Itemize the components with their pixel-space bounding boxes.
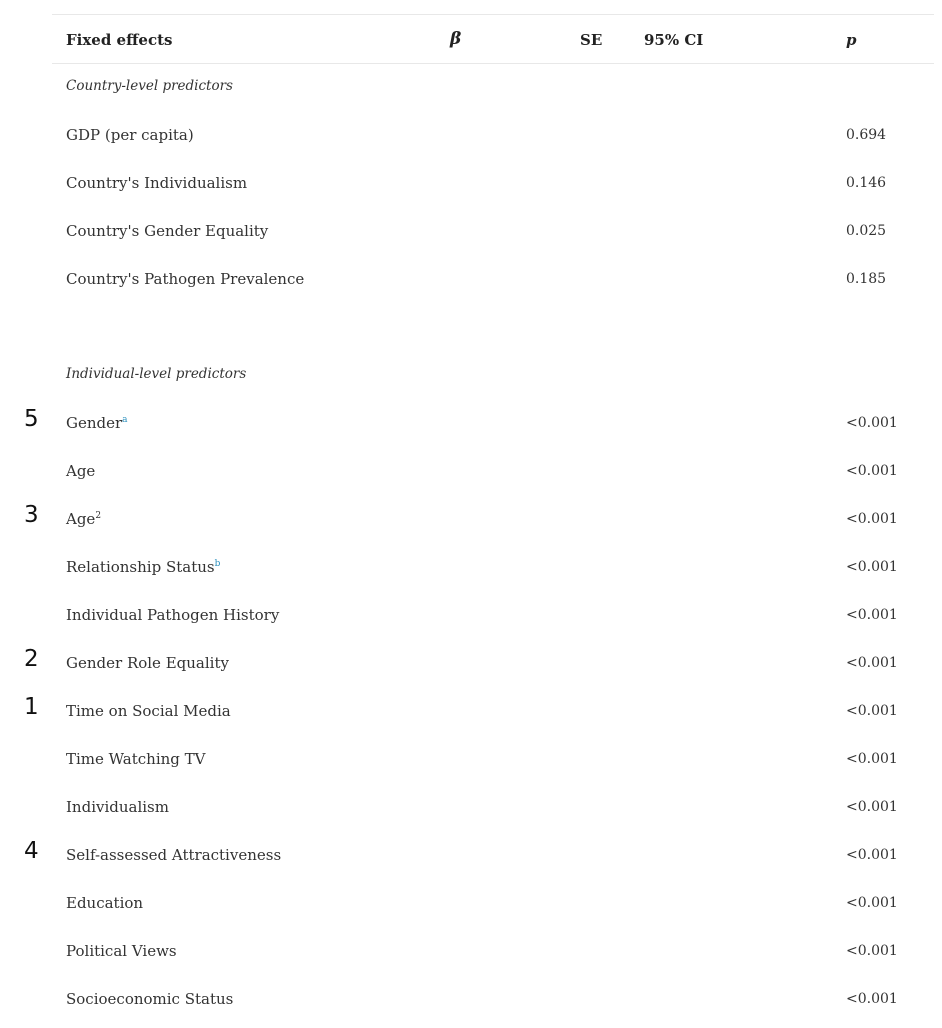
row-label: Gender Role Equality — [66, 654, 229, 672]
row-p-value: <0.001 — [846, 559, 898, 575]
rank-marker: 2 — [24, 646, 39, 672]
row-label: Individual Pathogen History — [66, 606, 280, 624]
section-country — [52, 64, 934, 112]
header-fixed-effects: Fixed effects — [66, 31, 173, 49]
table-row — [52, 160, 934, 208]
header-se: SE — [580, 31, 603, 49]
row-label: Education — [66, 894, 144, 912]
row-p-value: 0.694 — [846, 127, 887, 143]
row-p-value: 0.146 — [846, 175, 887, 191]
row-label: Time on Social Media — [66, 702, 231, 720]
table-row — [52, 592, 934, 640]
row-p-value: <0.001 — [846, 991, 898, 1007]
section-title: Individual-level predictors — [66, 366, 247, 382]
header-ci: 95% CI — [644, 31, 704, 49]
footnote-link-a[interactable]: a — [122, 415, 128, 425]
rank-marker: 4 — [24, 838, 39, 864]
row-p-value: 0.185 — [846, 271, 887, 287]
header-beta: β — [450, 29, 462, 49]
row-p-value: <0.001 — [846, 511, 898, 527]
row-p-value: <0.001 — [846, 415, 898, 431]
row-label: Country's Pathogen Prevalence — [66, 270, 305, 288]
row-p-value: <0.001 — [846, 607, 898, 623]
footnote-link-b[interactable]: b — [214, 559, 221, 569]
row-label-text: Age — [66, 510, 96, 528]
rank-marker: 5 — [24, 406, 39, 432]
table-row — [52, 880, 934, 928]
row-label: Self-assessed Attractiveness — [66, 846, 282, 864]
table-row — [52, 496, 934, 544]
row-p-value: <0.001 — [846, 655, 898, 671]
row-label: Socioeconomic Status — [66, 990, 234, 1008]
rank-marker: 3 — [24, 502, 39, 528]
row-label: Age — [66, 462, 96, 480]
table-row — [52, 736, 934, 784]
row-p-value: <0.001 — [846, 847, 898, 863]
row-label-text: Relationship Status — [66, 558, 215, 576]
row-p-value: <0.001 — [846, 463, 898, 479]
table-row — [52, 112, 934, 160]
spacer-row — [52, 304, 934, 352]
table-row — [52, 928, 934, 976]
row-label — [66, 414, 128, 432]
row-label-text: Gender — [66, 414, 123, 432]
row-label: Country's Individualism — [66, 174, 248, 192]
row-p-value: <0.001 — [846, 943, 898, 959]
row-label — [66, 510, 101, 528]
row-p-value: <0.001 — [846, 895, 898, 911]
row-label: GDP (per capita) — [66, 126, 194, 144]
row-p-value: <0.001 — [846, 703, 898, 719]
table-row — [52, 400, 934, 448]
table-row — [52, 784, 934, 832]
table-row — [52, 256, 934, 304]
section-individual — [52, 352, 934, 400]
row-p-value: <0.001 — [846, 751, 898, 767]
row-label: Country's Gender Equality — [66, 222, 269, 240]
table-row — [52, 640, 934, 688]
superscript-2: 2 — [95, 511, 102, 521]
row-p-value: 0.025 — [846, 223, 887, 239]
table-row — [52, 832, 934, 880]
table-row — [52, 976, 934, 1024]
table-header — [52, 15, 934, 64]
table-row — [52, 544, 934, 592]
table-row — [52, 208, 934, 256]
row-label: Time Watching TV — [66, 750, 206, 768]
row-label: Individualism — [66, 798, 169, 816]
fixed-effects-table — [52, 14, 934, 1024]
section-title: Country-level predictors — [66, 78, 233, 94]
table-row — [52, 688, 934, 736]
row-p-value: <0.001 — [846, 799, 898, 815]
header-p: p — [846, 31, 857, 49]
rank-marker: 1 — [24, 694, 39, 720]
table-row — [52, 448, 934, 496]
row-label: Political Views — [66, 942, 177, 960]
row-label — [66, 558, 220, 576]
